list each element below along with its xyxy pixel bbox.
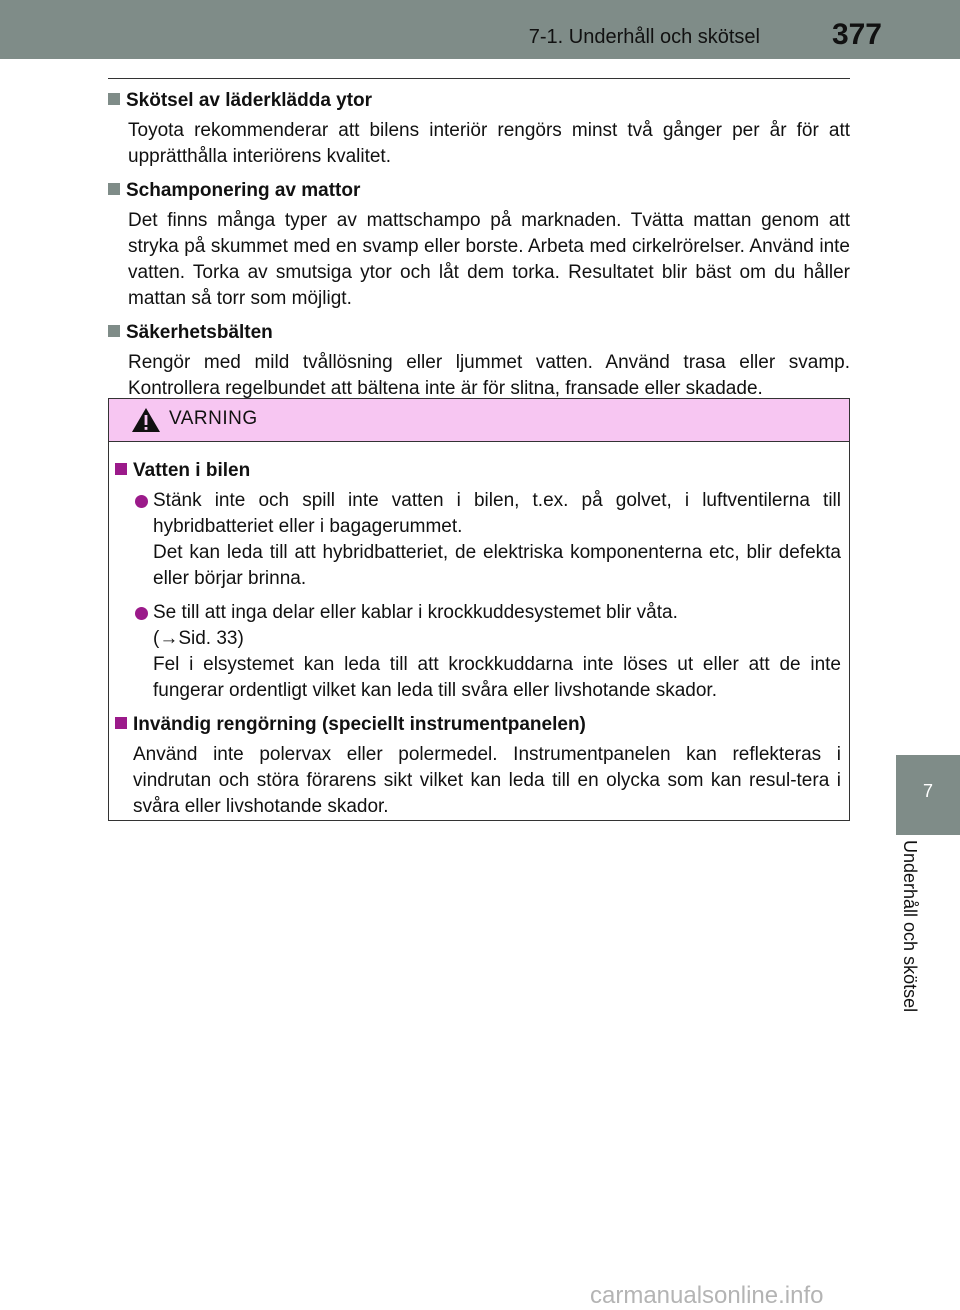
chapter-side-label <box>880 840 940 1040</box>
watermark: carmanualsonline.info <box>590 1282 824 1309</box>
chapter-tab-number: 7 <box>922 781 933 801</box>
page-reference: (→Sid. 33) <box>153 628 244 649</box>
warning-heading: Vatten i bilen <box>133 460 251 481</box>
square-bullet-icon <box>115 717 127 729</box>
header-rule <box>108 78 850 79</box>
section-heading: Säkerhetsbälten <box>126 322 273 343</box>
section <box>108 320 850 402</box>
warning-bullet <box>115 600 841 704</box>
warning-heading: Invändig rengörning (speciellt instrumentpanelen) <box>133 714 586 735</box>
page-number: 377 <box>831 18 882 51</box>
warning-triangle-icon <box>131 407 161 433</box>
section <box>108 178 850 312</box>
section-heading: Skötsel av läderklädda ytor <box>126 90 373 111</box>
chapter-side-label-text: Underhåll och skötsel <box>900 840 920 1013</box>
section-text: Rengör med mild tvållösning eller ljummet vatten. Använd trasa eller svamp. Kontrollera regelbundet att bältena inte är för slitna, fransade eller skadade. <box>128 352 850 399</box>
round-bullet-icon <box>135 495 148 508</box>
warning-body <box>109 442 849 820</box>
bullet-line: Se till att inga delar eller kablar i krockkuddesystemet blir våta. <box>153 602 678 623</box>
round-bullet-icon <box>135 607 148 620</box>
square-bullet-icon <box>115 463 127 475</box>
chapter-tab <box>896 755 960 835</box>
page-header <box>0 0 960 59</box>
square-bullet-icon <box>108 325 120 337</box>
section-text: Toyota rekommenderar att bilens interiör rengörs minst två gånger per år för att upprätthålla interiörens kvalitet. <box>128 120 850 167</box>
chapter-title: 7-1. Underhåll och skötsel <box>528 26 760 48</box>
section-heading: Schamponering av mattor <box>126 180 361 201</box>
bullet-line: Det kan leda till att hybridbatteriet, de elektriska komponenterna etc, blir defekta eller börjar brinna. <box>153 542 841 589</box>
warning-text: Använd inte polervax eller polermedel. Instrumentpanelen kan reflekteras i vindrutan och störa förarens sikt vilket kan leda till en olycka som kan resul-tera i svåra eller livshotande skador. <box>133 744 841 817</box>
bullet-line: Stänk inte och spill inte vatten i bilen, t.ex. på golvet, i luftventilerna till hybridbatteriet eller i bagagerummet. <box>153 490 841 537</box>
warning-bullet <box>115 488 841 592</box>
square-bullet-icon <box>108 183 120 195</box>
warning-title: VARNING <box>169 408 258 429</box>
main-content <box>108 88 850 410</box>
warning-header <box>109 399 849 442</box>
section-text: Det finns många typer av mattschampo på marknaden. Tvätta mattan genom att stryka på skummet med en svamp eller borste. Arbeta med cirkelrörelser. Använd inte vatten. Torka av smutsiga ytor och låt dem torka. Resultatet blir bäst om du håller mattan så torr som möjligt. <box>128 210 850 309</box>
section <box>108 88 850 170</box>
square-bullet-icon <box>108 93 120 105</box>
warning-box <box>108 398 850 821</box>
bullet-line: Fel i elsystemet kan leda till att krockkuddarna inte löses ut eller att de inte fungerar ordentligt vilket kan leda till svåra eller livshotande skador. <box>153 654 841 701</box>
